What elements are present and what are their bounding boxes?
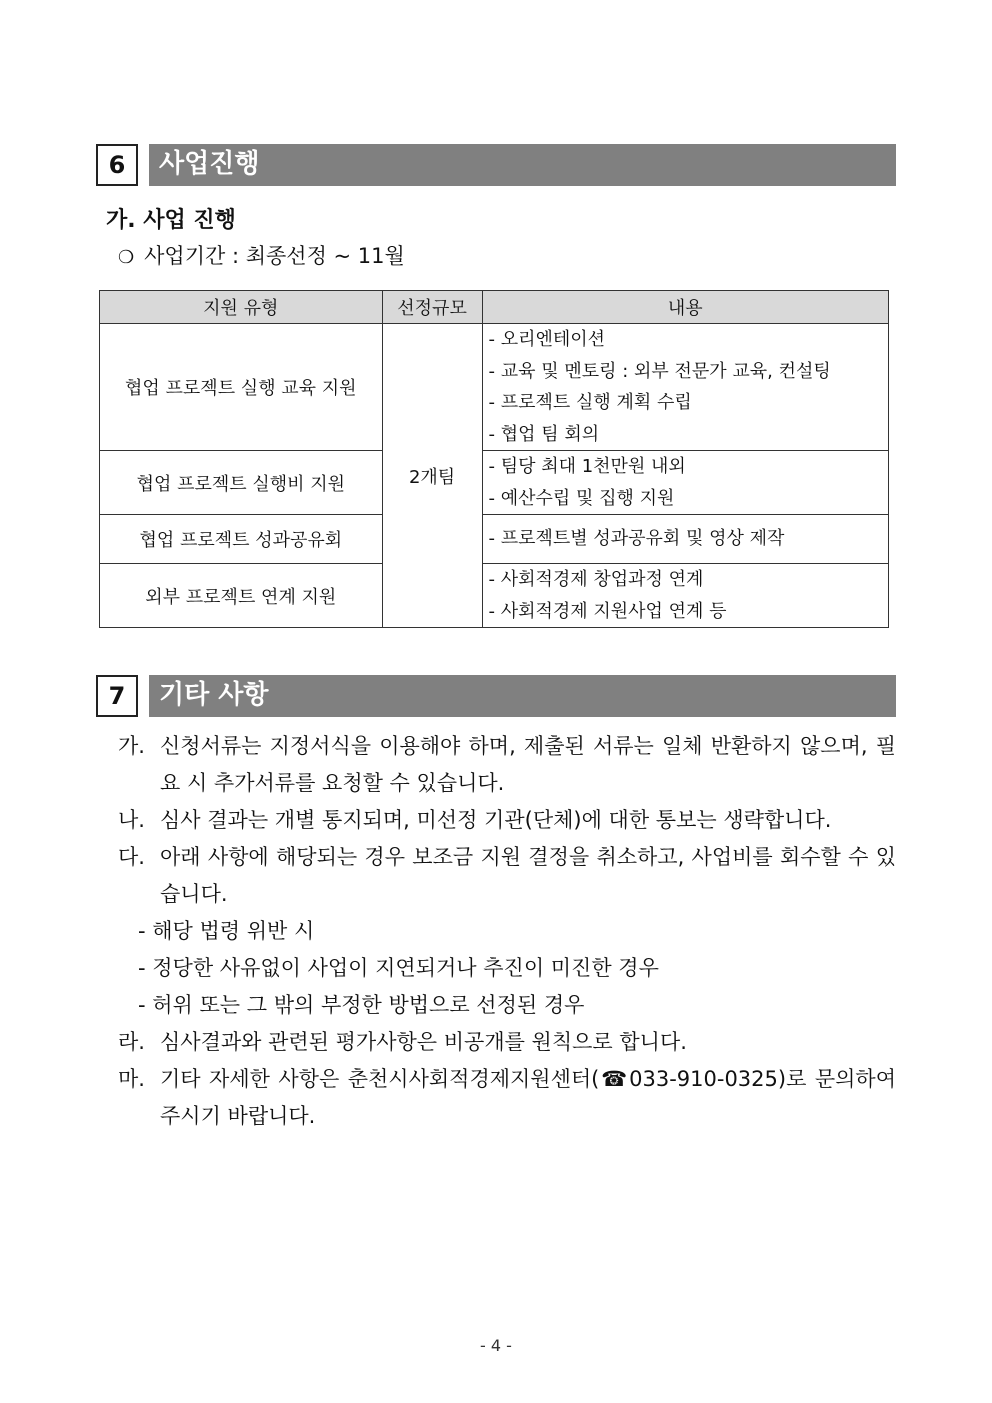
subheading: 가. 사업 진행 bbox=[106, 208, 236, 233]
header-scale: 선정규모 bbox=[382, 291, 482, 324]
note-subitem: - 허위 또는 그 밖의 부정한 방법으로 선정된 경우 bbox=[138, 993, 585, 1017]
circle-bullet-icon: ❍ bbox=[118, 247, 135, 268]
page-number: - 4 - bbox=[480, 1336, 512, 1355]
note-subitem: - 정당한 사유없이 사업이 지연되거나 추진이 미진한 경우 bbox=[138, 956, 659, 980]
row-content bbox=[482, 324, 889, 451]
row-content bbox=[482, 515, 889, 564]
content-item: - 예산수립 및 집행 지원 bbox=[488, 487, 675, 509]
project-period bbox=[118, 240, 405, 270]
note-item bbox=[118, 802, 896, 839]
note-item bbox=[118, 839, 896, 913]
content-item: - 사회적경제 지원사업 연계 등 bbox=[488, 600, 727, 622]
note-text: 아래 사항에 해당되는 경우 보조금 지원 결정을 취소하고, 사업비를 회수할 수 있습니다. bbox=[160, 845, 896, 906]
note-item bbox=[118, 728, 896, 802]
note-text: 기타 자세한 사항은 춘천시사회적경제지원센터(☎033-910-0325)로 문의하여 주시기 바랍니다. bbox=[160, 1067, 896, 1128]
section-number: 6 bbox=[96, 144, 138, 186]
table-row bbox=[100, 451, 889, 515]
row-scale: 2개팀 bbox=[382, 324, 482, 628]
period-text: 사업기간 : 최종선정 ~ 11월 bbox=[144, 244, 405, 268]
table-row bbox=[100, 324, 889, 451]
section-7-header bbox=[96, 675, 896, 717]
content-item: - 협업 팀 회의 bbox=[488, 423, 600, 445]
note-subitem: - 해당 법령 위반 시 bbox=[138, 919, 315, 943]
section-number: 7 bbox=[96, 675, 138, 717]
content-item: - 사회적경제 창업과정 연계 bbox=[488, 569, 704, 590]
row-type: 협업 프로젝트 실행 교육 지원 bbox=[100, 324, 383, 451]
section-6-header bbox=[96, 144, 896, 186]
support-table bbox=[99, 290, 889, 628]
note-label: 마. bbox=[118, 1067, 145, 1091]
section-title: 사업진행 bbox=[149, 144, 896, 186]
content-item: - 팀당 최대 1천만원 내외 bbox=[488, 456, 686, 477]
note-label: 라. bbox=[118, 1030, 145, 1054]
row-type: 협업 프로젝트 실행비 지원 bbox=[100, 451, 383, 515]
row-type: 외부 프로젝트 연계 지원 bbox=[100, 564, 383, 628]
note-text: 심사 결과는 개별 통지되며, 미선정 기관(단체)에 대한 통보는 생략합니다. bbox=[160, 808, 832, 832]
note-text: 심사결과와 관련된 평가사항은 비공개를 원칙으로 합니다. bbox=[160, 1030, 687, 1054]
header-type: 지원 유형 bbox=[100, 291, 383, 324]
table-row bbox=[100, 515, 889, 564]
note-item bbox=[118, 1061, 896, 1135]
row-content bbox=[482, 564, 889, 628]
header-content: 내용 bbox=[482, 291, 889, 324]
content-item: - 오리엔테이션 bbox=[488, 329, 606, 350]
note-text: 신청서류는 지정서식을 이용해야 하며, 제출된 서류는 일체 반환하지 않으며, 필요 시 추가서류를 요청할 수 있습니다. bbox=[160, 734, 896, 795]
table-row bbox=[100, 564, 889, 628]
content-item: - 교육 및 멘토링 : 외부 전문가 교육, 컨설팅 bbox=[488, 360, 831, 382]
note-label: 가. bbox=[118, 734, 145, 758]
notes-list bbox=[118, 728, 896, 1135]
content-item: - 프로젝트 실행 계획 수립 bbox=[488, 392, 692, 413]
row-content bbox=[482, 451, 889, 515]
table-header-row bbox=[100, 291, 889, 324]
row-type: 협업 프로젝트 성과공유회 bbox=[100, 515, 383, 564]
note-label: 나. bbox=[118, 808, 145, 832]
note-label: 다. bbox=[118, 845, 145, 869]
section-title: 기타 사항 bbox=[149, 675, 896, 717]
note-item bbox=[118, 1024, 896, 1061]
content-item: - 프로젝트별 성과공유회 및 영상 제작 bbox=[488, 528, 785, 550]
